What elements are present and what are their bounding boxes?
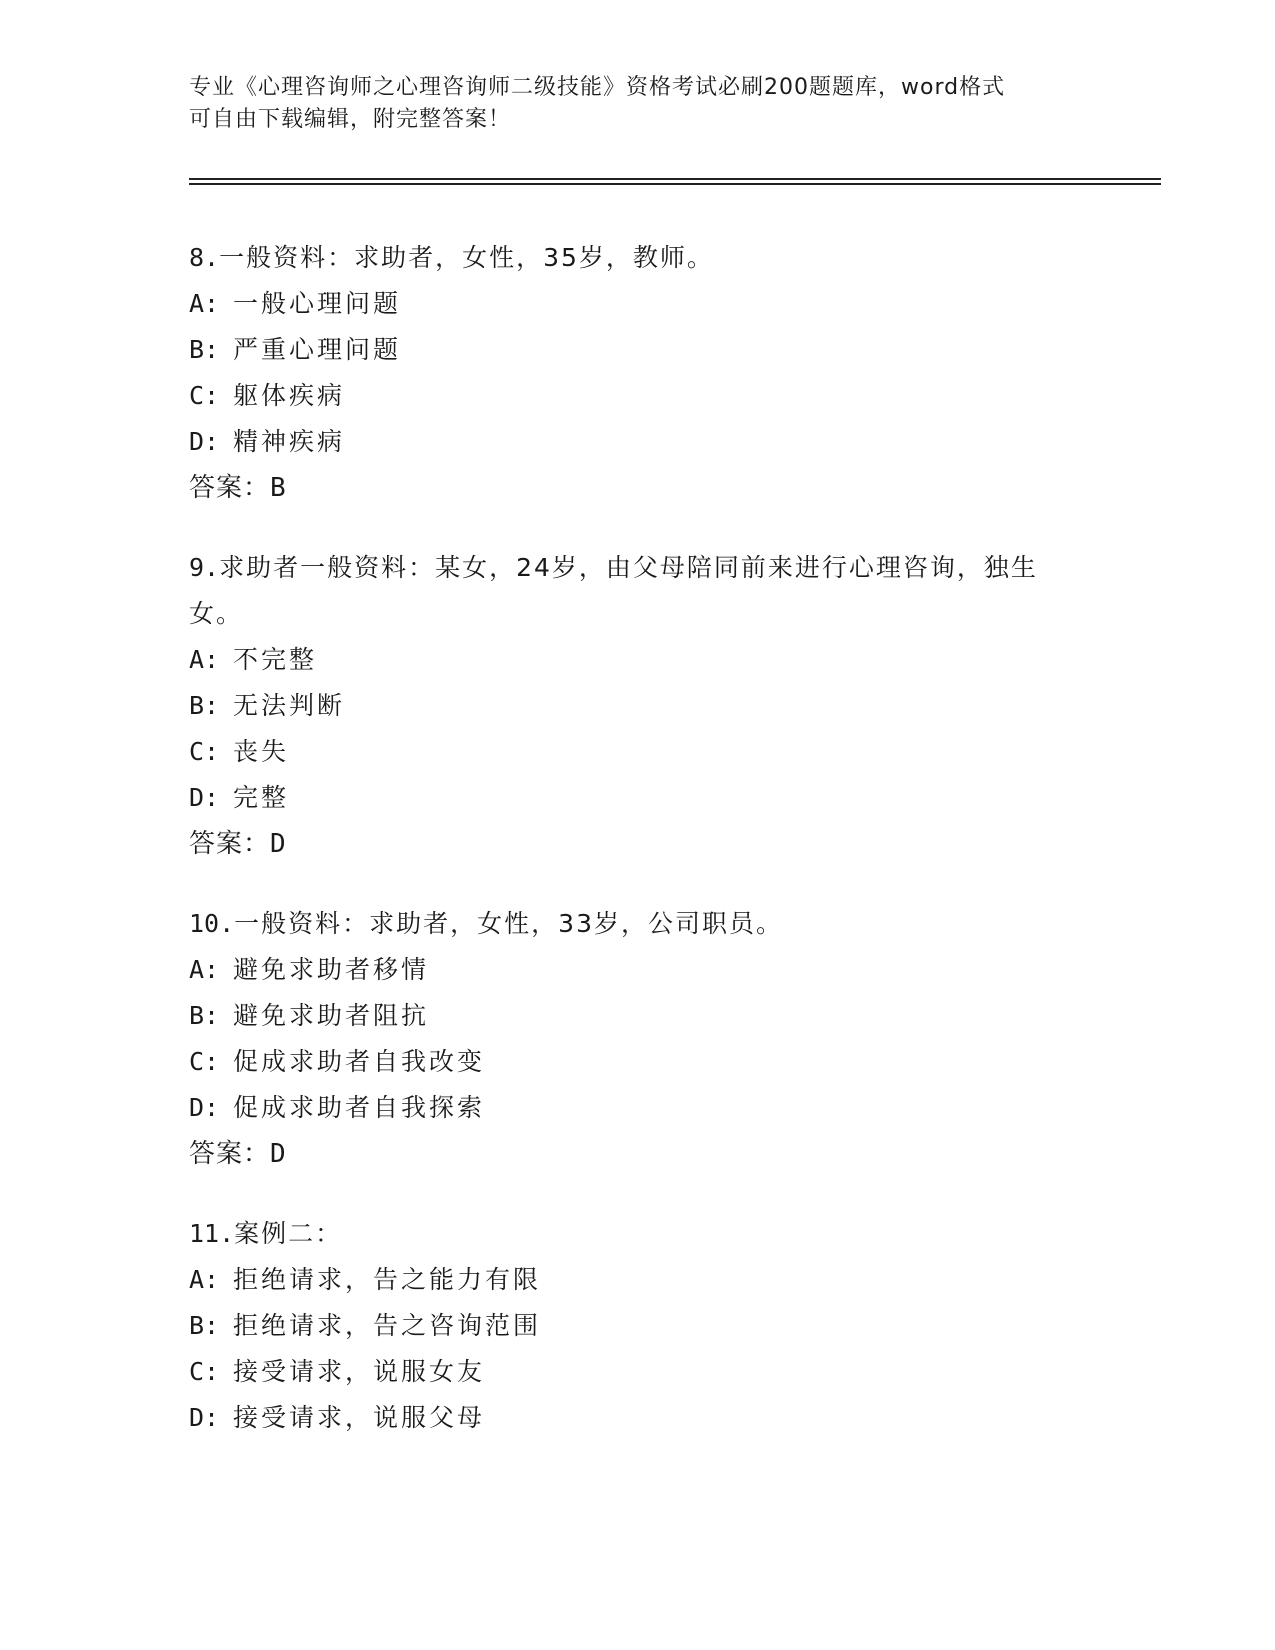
option-key: A: (189, 955, 220, 984)
option-key: C: (189, 737, 220, 766)
answer-value: D (270, 829, 287, 859)
option-text: 严重心理问题 (233, 335, 402, 364)
option-d (189, 419, 1089, 465)
question-8 (189, 235, 1089, 511)
option-text: 丧失 (233, 737, 290, 766)
question-number: 10. (189, 909, 235, 938)
question-text: 一般资料：求助者，女性，33岁，公司职员。 (234, 909, 783, 938)
question-number: 9. (189, 553, 220, 582)
option-c (189, 373, 1089, 419)
option-text: 接受请求，说服女友 (233, 1357, 486, 1386)
option-text: 拒绝请求，告之能力有限 (233, 1265, 542, 1294)
option-d (189, 775, 1089, 821)
option-key: B: (189, 335, 220, 364)
option-text: 接受请求，说服父母 (233, 1403, 486, 1432)
question-number: 8. (189, 243, 220, 272)
option-c (189, 1349, 1089, 1395)
answer-line (189, 821, 1089, 867)
option-key: A: (189, 1265, 220, 1294)
answer-value: B (270, 473, 287, 503)
question-stem (189, 545, 1089, 637)
question-10 (189, 901, 1089, 1177)
question-stem (189, 1211, 1089, 1257)
option-b (189, 683, 1089, 729)
option-key: D: (189, 427, 220, 456)
option-text: 完整 (233, 783, 290, 812)
question-text: 案例二： (234, 1219, 343, 1248)
option-a (189, 637, 1089, 683)
question-text: 求助者一般资料：某女，24岁，由父母陪同前来进行心理咨询，独生女。 (189, 553, 1038, 628)
option-c (189, 729, 1089, 775)
question-stem (189, 901, 1089, 947)
option-text: 拒绝请求，告之咨询范围 (233, 1311, 542, 1340)
option-text: 促成求助者自我改变 (233, 1047, 486, 1076)
header-line-1: 专业《心理咨询师之心理咨询师二级技能》资格考试必刷200题题库，word格式 (189, 75, 1006, 100)
option-key: B: (189, 691, 220, 720)
header-divider-top (189, 178, 1161, 180)
option-d (189, 1395, 1089, 1441)
option-a (189, 947, 1089, 993)
option-text: 避免求助者阻抗 (233, 1001, 430, 1030)
question-number: 11. (189, 1219, 235, 1248)
option-text: 不完整 (233, 645, 318, 674)
question-list (189, 235, 1089, 1475)
answer-line (189, 465, 1089, 511)
option-key: D: (189, 1093, 220, 1122)
question-stem (189, 235, 1089, 281)
option-key: A: (189, 289, 220, 318)
option-text: 躯体疾病 (233, 381, 346, 410)
option-text: 避免求助者移情 (233, 955, 430, 984)
document-header (189, 72, 1089, 136)
option-key: D: (189, 1403, 220, 1432)
option-text: 一般心理问题 (233, 289, 402, 318)
answer-label: 答案： (189, 829, 271, 859)
answer-label: 答案： (189, 1139, 271, 1169)
option-text: 促成求助者自我探索 (233, 1093, 486, 1122)
option-a (189, 281, 1089, 327)
option-d (189, 1085, 1089, 1131)
option-b (189, 327, 1089, 373)
option-key: A: (189, 645, 220, 674)
option-text: 精神疾病 (233, 427, 346, 456)
option-key: B: (189, 1001, 220, 1030)
header-divider-bottom (189, 183, 1161, 185)
header-line-2: 可自由下载编辑，附完整答案！ (189, 107, 512, 132)
question-9 (189, 545, 1089, 867)
answer-line (189, 1131, 1089, 1177)
option-key: C: (189, 1047, 220, 1076)
option-b (189, 993, 1089, 1039)
option-c (189, 1039, 1089, 1085)
option-text: 无法判断 (233, 691, 346, 720)
option-b (189, 1303, 1089, 1349)
option-key: B: (189, 1311, 220, 1340)
option-key: D: (189, 783, 220, 812)
answer-label: 答案： (189, 473, 271, 503)
answer-value: D (270, 1139, 287, 1169)
question-text: 一般资料：求助者，女性，35岁，教师。 (219, 243, 714, 272)
question-11 (189, 1211, 1089, 1441)
option-key: C: (189, 1357, 220, 1386)
option-key: C: (189, 381, 220, 410)
option-a (189, 1257, 1089, 1303)
